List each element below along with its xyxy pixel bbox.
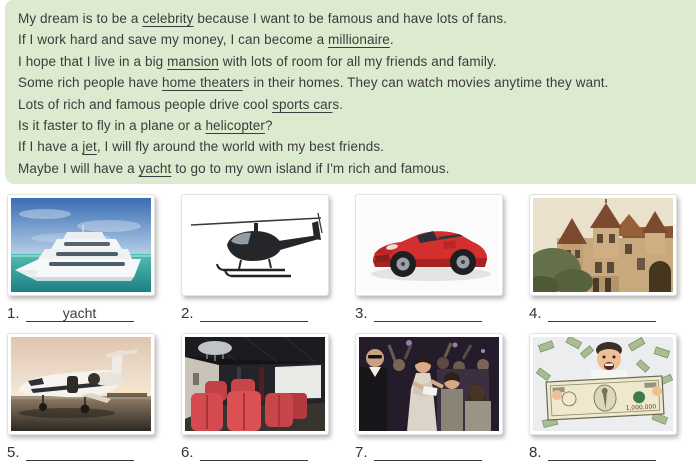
exercise-item-6 xyxy=(181,333,355,461)
millionaire-photo xyxy=(529,333,677,435)
answer-blank-4[interactable] xyxy=(548,304,656,322)
vocab-word-home-theater: home theater xyxy=(162,75,243,91)
answer-blank-3[interactable] xyxy=(374,304,482,322)
mansion-image xyxy=(533,198,673,292)
answer-blank-8[interactable] xyxy=(548,443,656,461)
photo-grid xyxy=(7,194,696,461)
passage-box xyxy=(5,0,696,184)
celebrity-photo xyxy=(355,333,503,435)
answer-blank-5[interactable] xyxy=(26,443,134,461)
jet-photo xyxy=(7,333,155,435)
passage-line: My dream is to be a celebrity because I want to be famous and have lots of fans. xyxy=(18,11,508,26)
passage-line: Is it faster to fly in a plane or a helicopter? xyxy=(18,118,273,134)
answer-blank-2[interactable] xyxy=(200,304,308,322)
exercise-item-4 xyxy=(529,194,696,322)
exercise-item-5 xyxy=(7,333,181,461)
mansion-photo xyxy=(529,194,677,296)
helicopter-photo xyxy=(181,194,329,296)
yacht-photo xyxy=(7,194,155,296)
passage-line: Maybe I will have a yacht to go to my own island if I'm rich and famous. xyxy=(18,160,450,176)
vocab-word-jet: jet xyxy=(82,139,97,155)
vocab-word-millionaire: millionaire xyxy=(328,32,390,48)
item-number: 5. xyxy=(7,444,20,461)
answer-blank-6[interactable] xyxy=(200,443,308,461)
exercise-item-2 xyxy=(181,194,355,322)
passage-line: If I work hard and save my money, I can become a millionaire. xyxy=(18,32,394,48)
exercise-item-8 xyxy=(529,333,696,461)
exercise-item-1 xyxy=(7,194,181,322)
vocab-word-celebrity: celebrity xyxy=(142,11,194,26)
item-number: 7. xyxy=(355,444,368,461)
item-number: 2. xyxy=(181,305,194,322)
yacht-image xyxy=(11,198,151,292)
passage-line: Lots of rich and famous people drive cool sports cars. xyxy=(18,96,344,112)
sports-car-photo xyxy=(355,194,503,296)
home-theater-photo xyxy=(181,333,329,435)
helicopter-image xyxy=(185,198,325,292)
vocab-word-yacht: yacht xyxy=(138,160,172,176)
item-number: 1. xyxy=(7,305,20,322)
exercise-item-3 xyxy=(355,194,529,322)
passage-line: I hope that I live in a big mansion with lots of room for all my friends and family. xyxy=(18,53,497,69)
passage-line: Some rich people have home theaters in their homes. They can watch movies anytime they want. xyxy=(18,75,609,91)
vocab-word-sports-car: sports car xyxy=(272,96,333,112)
answer-blank-1[interactable]: yacht xyxy=(26,304,134,322)
item-number: 8. xyxy=(529,444,542,461)
passage-line: If I have a jet, I will fly around the world with my best friends. xyxy=(18,139,385,155)
jet-image xyxy=(11,337,151,431)
item-number: 3. xyxy=(355,305,368,322)
vocab-word-helicopter: helicopter xyxy=(205,118,265,134)
celebrity-image xyxy=(359,337,499,431)
home-theater-image xyxy=(185,337,325,431)
item-number: 4. xyxy=(529,305,542,322)
exercise-item-7 xyxy=(355,333,529,461)
item-number: 6. xyxy=(181,444,194,461)
bill-denomination-text: 1,000,000 xyxy=(625,403,657,412)
vocab-word-mansion: mansion xyxy=(167,53,219,69)
millionaire-image xyxy=(533,337,673,431)
answer-blank-7[interactable] xyxy=(374,443,482,461)
sports-car-image xyxy=(359,198,499,292)
